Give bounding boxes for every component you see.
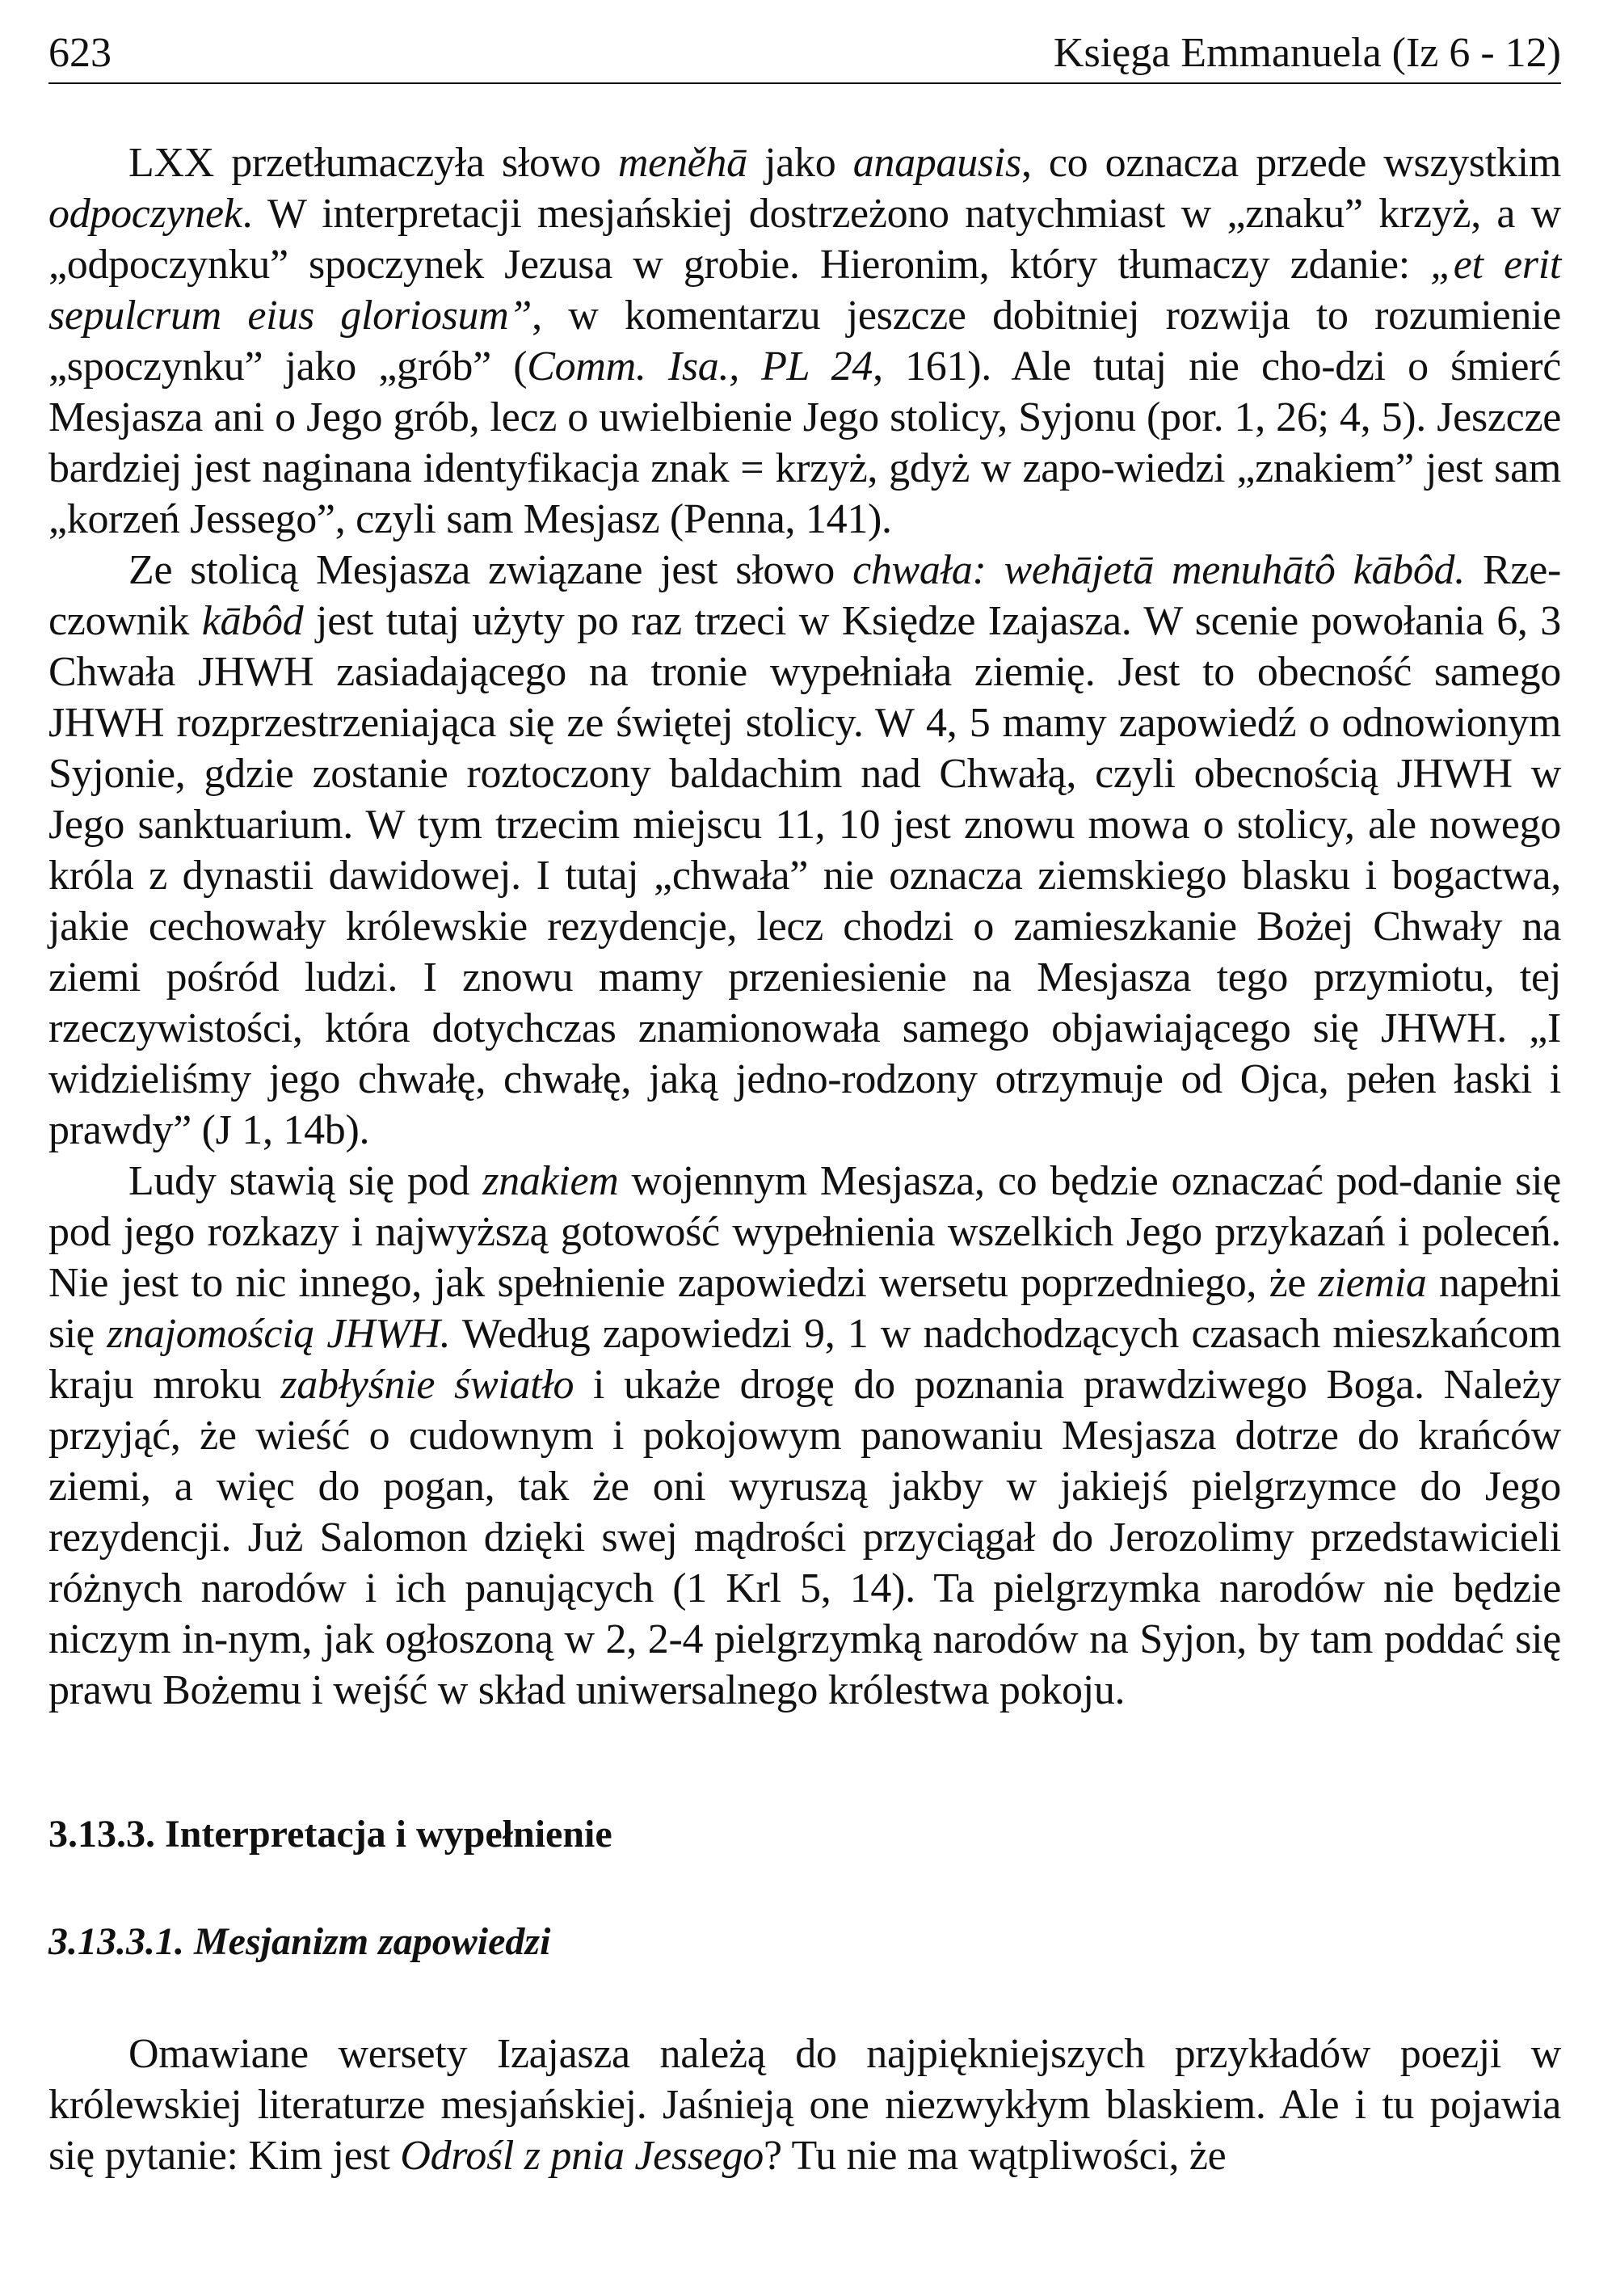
italic-text-run: zabłyśnie światło xyxy=(280,1362,574,1408)
italic-text-run: znajomością JHWH. xyxy=(107,1311,451,1357)
text-run: Ludy stawią się pod xyxy=(128,1158,483,1204)
italic-text-run: anapausis xyxy=(852,140,1021,186)
italic-text-run: Odrośl z pnia Jessego xyxy=(400,2133,764,2179)
italic-text-run: Comm. Isa., PL 24 xyxy=(527,343,873,390)
paragraph-lxx xyxy=(48,137,1561,545)
italic-text-run: ziemia xyxy=(1318,1260,1427,1306)
text-run: Rze-czownik xyxy=(48,547,1561,644)
page-number: 623 xyxy=(48,30,112,76)
italic-text-run: chwała: wehājetā menuhātô kābôd. xyxy=(852,547,1465,593)
body-text xyxy=(48,137,1561,1716)
italic-text-run: „et erit sepulcrum eius gloriosum” xyxy=(48,242,1561,339)
italic-text-run: znakiem xyxy=(482,1158,619,1204)
text-run: i ukaże drogę do poznania prawdziwego Boga. Należy przyjąć, że wieść o cudownym i pokojowym panowaniu Mesjasza dotrze do krańców ziemi, a więc do pogan, tak że oni wyruszą jakby w jakiejś pielgrzymce do Jego rezydencji. Już Salomon dzięki swej mądrości przyciągał do Jerozolimy przedstawicieli różnych narodów i ich panujących (1 Krl 5, 14). Ta pielgrzymka narodów nie będzie niczym in-nym, jak ogłoszoną w 2, 2-4 pielgrzymką narodów na Syjon, by tam poddać się prawu Bożemu i wejść w skład uniwersalnego królestwa pokoju. xyxy=(48,1362,1561,1713)
body-text-continued xyxy=(48,2028,1561,2181)
text-run: . W interpretacji mesjańskiej dostrzeżono natychmiast w „znaku” krzyż, a w „odpoczynku” spoczynek Jezusa w grobie. Hieronim, który tłumaczy zdanie: xyxy=(48,191,1561,288)
paragraph-ludy xyxy=(48,1156,1561,1716)
text-run: jako xyxy=(747,140,853,186)
subsection-heading: 3.13.3.1. Mesjanizm zapowiedzi xyxy=(48,1920,551,1963)
text-run: Omawiane wersety Izajasza należą do najpiękniejszych przykładów poezji w królewskiej literaturze mesjańskiej. Jaśnieją one niezwykłym blaskiem. Ale i tu pojawia się pytanie: Kim jest xyxy=(48,2031,1561,2179)
text-run: jest tutaj użyty po raz trzeci w Księdze Izajasza. W scenie powołania 6, 3 Chwała JHWH zasiadającego na tronie wypełniała ziemię. Jest to obecność samego JHWH rozprzestrzeniająca się ze świętej stolicy. W 4, 5 mamy zapowiedź o odnowionym Syjonie, gdzie zostanie roztoczony baldachim nad Chwałą, czyli obecnością JHWH w Jego sanktuarium. W tym trzecim miejscu 11, 10 jest znowu mowa o stolicy, ale nowego króla z dynastii dawidowej. I tutaj „chwała” nie oznacza ziemskiego blasku i bogactwa, jakie cechowały królewskie rezydencje, lecz chodzi o zamieszkanie Bożej Chwały na ziemi pośród ludzi. I znowu mamy przeniesienie na Mesjasza tego przymiotu, tej rzeczywistości, która dotychczas znamionowała samego objawiającego się JHWH. „I widzieliśmy jego chwałę, chwałę, jaką jedno-rodzony otrzymuje od Ojca, pełen łaski i prawdy” (J 1, 14b). xyxy=(48,598,1561,1153)
italic-text-run: meněhā xyxy=(617,140,747,186)
running-title: Księga Emmanuela (Iz 6 - 12) xyxy=(1053,30,1561,76)
paragraph-chwala xyxy=(48,545,1561,1156)
text-run: , co oznacza przede wszystkim xyxy=(1021,140,1561,186)
text-run: napełni się xyxy=(48,1260,1561,1357)
page xyxy=(48,24,1561,2179)
section-heading: 3.13.3. Interpretacja i wypełnienie xyxy=(48,1813,612,1856)
text-run: , 161). Ale tutaj nie cho-dzi o śmierć Mesjasza ani o Jego grób, lecz o uwielbienie Jego stolicy, Syjonu (por. 1, 26; 4, 5). Jeszcze bardziej jest naginana identyfikacja znak = krzyż, gdyż w zapo-wiedzi „znakiem” jest sam „korzeń Jessego”, czyli sam Mesjasz (Penna, 141). xyxy=(48,343,1561,542)
text-run: , w komentarzu jeszcze dobitniej rozwija to rozumienie „spoczynku” jako „grób” ( xyxy=(48,293,1561,390)
text-run: ? Tu nie ma wątpliwości, że xyxy=(763,2133,1227,2179)
text-run: LXX przetłumaczyła słowo xyxy=(128,140,618,186)
italic-text-run: kābôd xyxy=(201,598,304,644)
text-run: wojennym Mesjasza, co będzie oznaczać pod-danie się pod jego rozkazy i najwyższą gotowość wypełnienia wszelkich Jego przykazań i poleceń. Nie jest to nic innego, jak spełnienie zapowiedzi wersetu poprzedniego, że xyxy=(48,1158,1561,1306)
running-header xyxy=(48,24,1561,84)
text-run: Według zapowiedzi 9, 1 w nadchodzących czasach mieszkańcom kraju mroku xyxy=(48,1311,1561,1408)
paragraph-omawiane xyxy=(48,2028,1561,2181)
italic-text-run: odpoczynek xyxy=(48,191,242,237)
text-run: Ze stolicą Mesjasza związane jest słowo xyxy=(128,547,853,593)
